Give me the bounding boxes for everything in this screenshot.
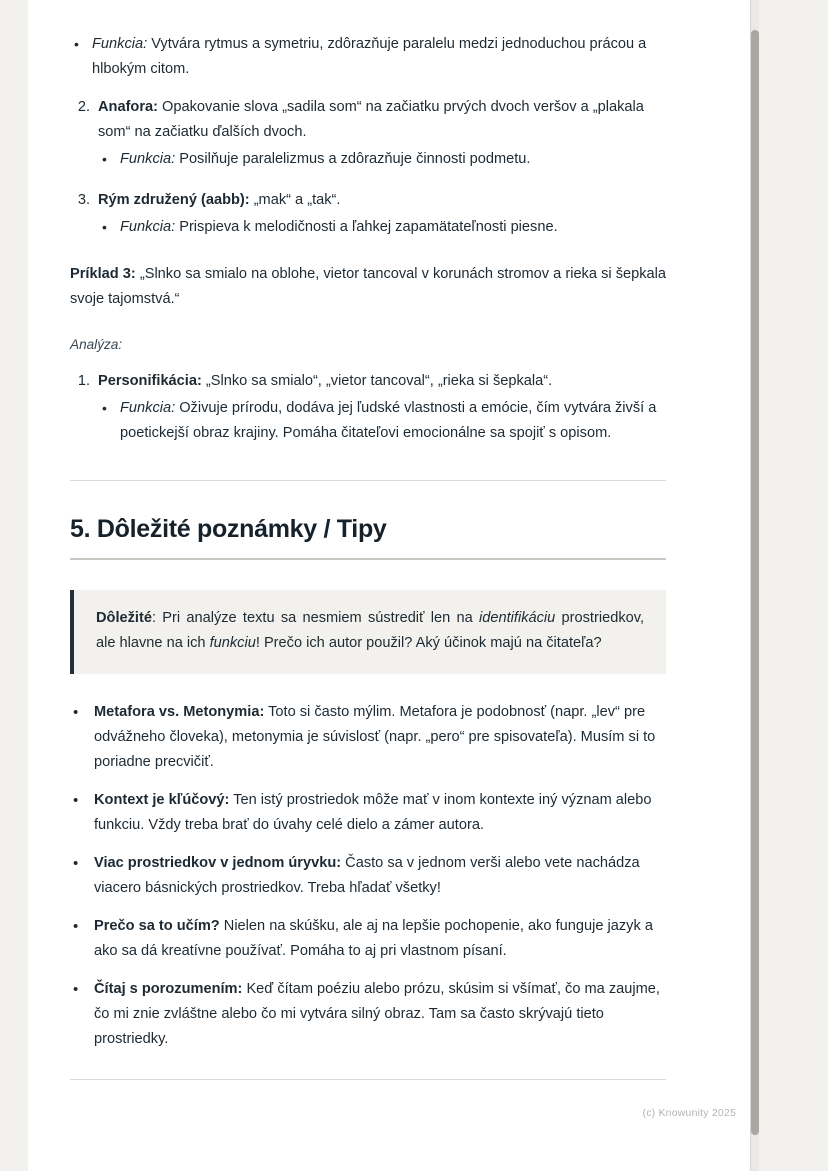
callout-em1: identifikáciu bbox=[479, 610, 556, 626]
list-item bbox=[70, 95, 666, 172]
funkcia-label: Funkcia: bbox=[92, 36, 148, 52]
tips-list bbox=[70, 700, 666, 1052]
list-item bbox=[98, 215, 666, 240]
term-text: „Slnko sa smialo“, „vietor tancoval“, „rieka si šepkala“. bbox=[201, 373, 553, 389]
term-title: Rým združený (aabb): bbox=[98, 192, 250, 208]
callout-part2: prostriedkov, ale hlavne na ich bbox=[96, 610, 645, 651]
tip-text: Nielen na skúšku, ale aj na lepšie pochopenie, ako funguje jazyk a ako sa dá kreatívne používať. Pomáha to aj pri vlastnom písaní. bbox=[94, 918, 653, 959]
list-item bbox=[98, 147, 666, 172]
list-item bbox=[70, 32, 666, 82]
scrollbar-thumb[interactable] bbox=[751, 30, 759, 1135]
callout-part1: : Pri analýze textu sa nesmiem sústrediť len na bbox=[151, 610, 480, 626]
sub-bullet-list bbox=[98, 215, 666, 240]
callout-lead: Dôležité bbox=[96, 610, 152, 626]
tip-title: Metafora vs. Metonymia: bbox=[94, 704, 265, 720]
list-item bbox=[70, 700, 666, 775]
watermark: (c) Knowunity 2025 bbox=[642, 1107, 736, 1119]
tip-title: Prečo sa to učím? bbox=[94, 918, 220, 934]
bottom-divider bbox=[70, 1079, 666, 1080]
example-paragraph bbox=[70, 262, 666, 312]
callout-part3: ! Prečo ich autor použil? Aký účinok majú na čitateľa? bbox=[255, 635, 602, 651]
list-item bbox=[70, 369, 666, 446]
document-content bbox=[70, 0, 666, 1080]
example-text: „Slnko sa smialo na oblohe, vietor tancoval v korunách stromov a rieka si šepkala svoje tajomstvá.“ bbox=[70, 266, 667, 307]
document-page bbox=[28, 0, 750, 1171]
page-title: 5. Dôležité poznámky / Tipy bbox=[70, 515, 387, 543]
sub-bullet-list bbox=[98, 147, 666, 172]
numbered-list-top bbox=[70, 95, 666, 240]
tip-title: Viac prostriedkov v jednom úryvku: bbox=[94, 855, 342, 871]
list-number: 3. bbox=[77, 192, 90, 208]
list-item bbox=[70, 788, 666, 838]
term-text: Opakovanie slova „sadila som“ na začiatku prvých dvoch veršov a „plakala som“ na začiatku ďalších dvoch. bbox=[98, 99, 644, 140]
scroll-gutter bbox=[750, 0, 828, 1171]
tip-title: Čítaj s porozumením: bbox=[94, 981, 243, 997]
list-item bbox=[70, 851, 666, 901]
funkcia-text: Vytvára rytmus a symetriu, zdôrazňuje paralelu medzi jednoduchou prácou a hlbokým citom. bbox=[92, 36, 647, 77]
tip-text: Keď čítam poéziu alebo prózu, skúsim si všímať, čo ma zaujme, čo mi znie zvláštne alebo čo mi vytvára silný obraz. Tam sa často skrývajú tieto prostriedky. bbox=[94, 981, 660, 1047]
list-item bbox=[70, 914, 666, 964]
list-item bbox=[70, 977, 666, 1052]
tip-title: Kontext je kľúčový: bbox=[94, 792, 230, 808]
tip-text: Toto si často mýlim. Metafora je podobnosť (napr. „lev“ pre odvážneho človeka), metonymia je súvislosť (napr. „pero“ pre spisovateľa). Musím si to poriadne precvičiť. bbox=[94, 704, 656, 770]
term-title: Anafora: bbox=[98, 99, 158, 115]
example-label: Príklad 3: bbox=[70, 266, 136, 282]
funkcia-label: Funkcia: bbox=[120, 219, 176, 235]
continuation-bullet-list bbox=[70, 32, 666, 82]
funkcia-text: Prispieva k melodičnosti a ľahkej zapamätateľnosti piesne. bbox=[175, 219, 558, 235]
list-number: 1. bbox=[77, 373, 90, 389]
funkcia-text: Posilňuje paralelizmus a zdôrazňuje činnosti podmetu. bbox=[175, 151, 531, 167]
list-item bbox=[70, 188, 666, 240]
list-number: 2. bbox=[77, 99, 90, 115]
numbered-list-analysis bbox=[70, 369, 666, 446]
tip-text: Často sa v jednom verši alebo vete nachádza viacero básnických prostriedkov. Treba hľadať všetky! bbox=[94, 855, 640, 896]
important-callout bbox=[70, 590, 666, 674]
funkcia-text: Oživuje prírodu, dodáva jej ľudské vlastnosti a emócie, čím vytvára živší a poetickejší obraz krajiny. Pomáha čitateľovi emocionálne sa spojiť s opisom. bbox=[120, 400, 657, 441]
analysis-label: Analýza: bbox=[70, 337, 123, 352]
callout-em2: funkciu bbox=[209, 635, 256, 651]
list-item bbox=[98, 396, 666, 446]
funkcia-label: Funkcia: bbox=[120, 151, 176, 167]
tip-text: Ten istý prostriedok môže mať v inom kontexte iný význam alebo funkciu. Vždy treba brať do úvahy celé dielo a zámer autora. bbox=[94, 792, 652, 833]
term-text: „mak“ a „tak“. bbox=[249, 192, 341, 208]
sub-bullet-list bbox=[98, 396, 666, 446]
term-title: Personifikácia: bbox=[98, 373, 202, 389]
funkcia-label: Funkcia: bbox=[120, 400, 176, 416]
